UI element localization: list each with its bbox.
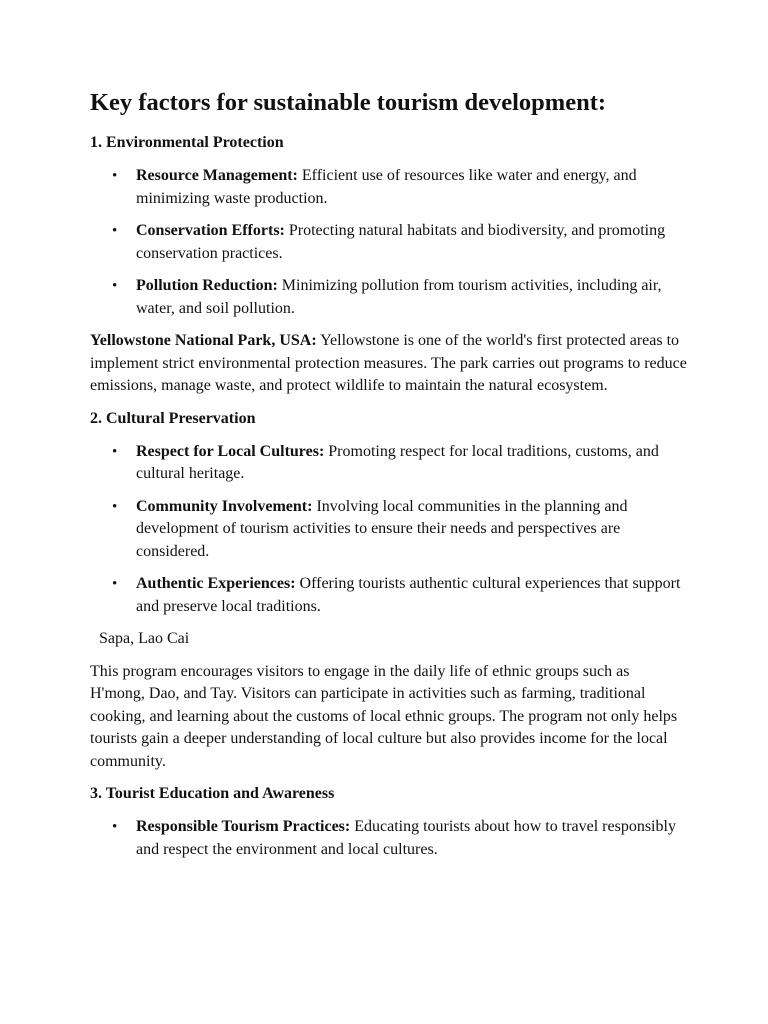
list-item bbox=[90, 496, 688, 564]
section-heading-environmental-protection: 1. Environmental Protection bbox=[90, 134, 284, 151]
list-item-text: Protecting natural habitats and biodiversity, and promoting conservation practices. bbox=[136, 222, 666, 262]
section-heading-tourist-education: 3. Tourist Education and Awareness bbox=[90, 785, 335, 802]
list-item bbox=[90, 441, 688, 486]
list-item-text: Offering tourists authentic cultural experiences that support and preserve local traditions. bbox=[136, 575, 681, 615]
list-item-label: Responsible Tourism Practices: bbox=[136, 818, 351, 835]
sapa-example-paragraph: This program encourages visitors to engage in the daily life of ethnic groups such as H'mong, Dao, and Tay. Visitors can participate in activities such as farming, traditional cooking, and learning about the customs of local ethnic groups. The program not only helps tourists gain a deeper understanding of local culture but also provides income for the local community. bbox=[90, 662, 678, 770]
list-item-text: Efficient use of resources like water and energy, and minimizing waste production. bbox=[136, 167, 637, 207]
list-item-label: Authentic Experiences: bbox=[136, 575, 296, 592]
list-item-text: Minimizing pollution from tourism activities, including air, water, and soil pollution. bbox=[136, 277, 662, 317]
list-item bbox=[90, 573, 688, 618]
list-item-label: Conservation Efforts: bbox=[136, 222, 285, 239]
list-item-text: Promoting respect for local traditions, customs, and cultural heritage. bbox=[136, 442, 659, 482]
list-item bbox=[90, 220, 688, 265]
list-item bbox=[90, 275, 688, 320]
example-text: Yellowstone is one of the world's first protected areas to implement strict environmental protection measures. The park carries out programs to reduce emissions, manage waste, and protect wildlife to maintain the natural ecosystem. bbox=[90, 332, 687, 394]
list-item-label: Respect for Local Cultures: bbox=[136, 442, 325, 460]
cultural-preservation-list bbox=[90, 441, 688, 619]
list-item-label: Pollution Reduction: bbox=[136, 277, 278, 294]
yellowstone-example-paragraph bbox=[90, 330, 688, 398]
tourist-education-list bbox=[90, 816, 688, 861]
list-item bbox=[90, 816, 688, 861]
environmental-protection-list bbox=[90, 165, 688, 320]
example-place-name: Sapa, Lao Cai bbox=[99, 630, 190, 647]
list-item-text: Educating tourists about how to travel responsibly and respect the environment and local cultures. bbox=[136, 818, 676, 858]
section-heading-cultural-preservation: 2. Cultural Preservation bbox=[90, 409, 256, 427]
list-item-label: Community Involvement: bbox=[136, 497, 313, 515]
list-item bbox=[90, 165, 688, 210]
example-label: Yellowstone National Park, USA: bbox=[90, 332, 317, 349]
list-item-label: Resource Management: bbox=[136, 167, 298, 184]
page-title: Key factors for sustainable tourism development: bbox=[90, 89, 607, 116]
list-item-text: Involving local communities in the planning and development of tourism activities to ensure their needs and perspectives are considered. bbox=[136, 497, 628, 560]
